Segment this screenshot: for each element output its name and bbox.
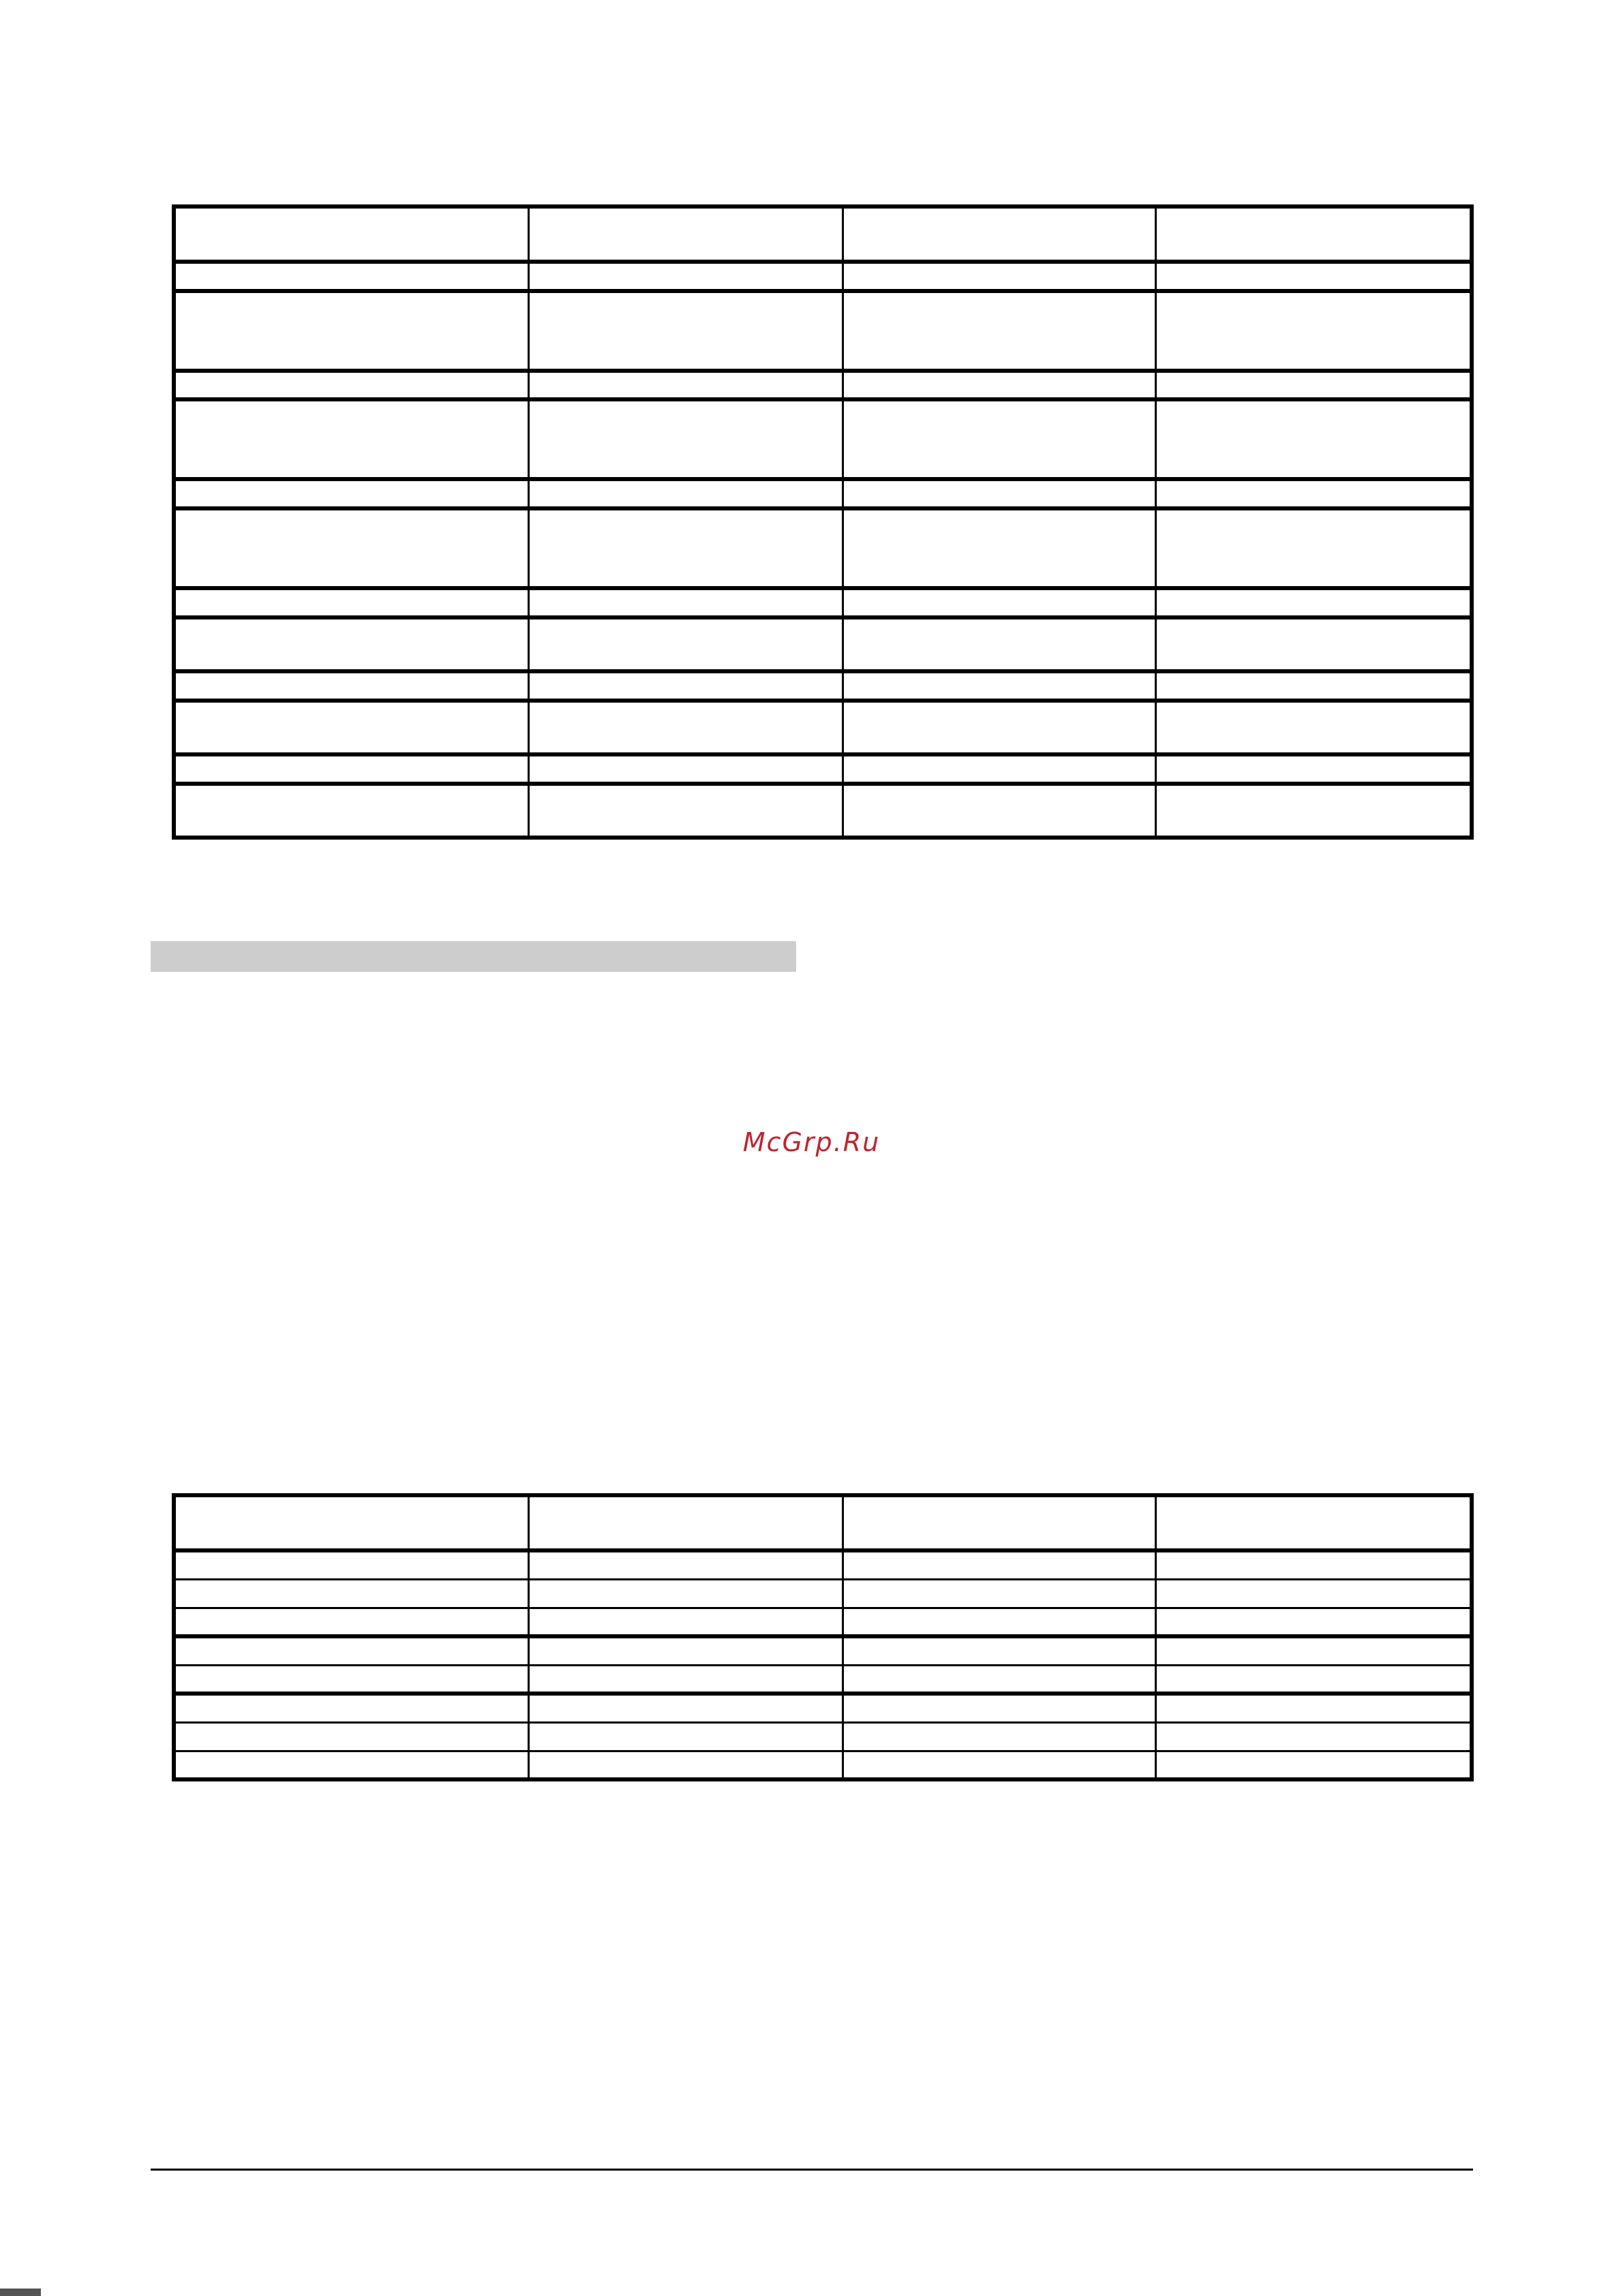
table-cell: [174, 1579, 528, 1608]
table-row: [174, 701, 1472, 754]
table-cell: [843, 508, 1155, 588]
table-header-row: [174, 206, 1472, 262]
page-corner-mark: [0, 2289, 41, 2296]
table-cell: [843, 399, 1155, 479]
table-cell: [1155, 588, 1472, 617]
table-cell: [843, 262, 1155, 291]
table-cell: [528, 1608, 843, 1636]
table-cell: [1155, 1722, 1472, 1751]
table-cell: [528, 1550, 843, 1579]
table-cell: [528, 291, 843, 371]
table-row: [174, 1636, 1472, 1665]
section-heading-bar: [151, 941, 796, 972]
table-cell: [843, 479, 1155, 508]
watermark-text: McGrp.Ru: [742, 1127, 881, 1157]
table-cell: [1155, 671, 1472, 701]
table-cell: [528, 1722, 843, 1751]
table-cell: [174, 701, 528, 754]
table-cell: [528, 671, 843, 701]
table-cell: [528, 1694, 843, 1722]
table-cell: [1155, 206, 1472, 262]
table-row: [174, 784, 1472, 838]
table-cell: [843, 1665, 1155, 1694]
table-cell: [174, 1636, 528, 1665]
table-row: [174, 671, 1472, 701]
table-cell: [843, 1495, 1155, 1550]
table-row: [174, 479, 1472, 508]
footer-divider: [151, 2169, 1473, 2171]
table-cell: [528, 1495, 843, 1550]
table-cell: [174, 588, 528, 617]
table-cell: [528, 1665, 843, 1694]
table-row: [174, 1751, 1472, 1779]
table-cell: [528, 754, 843, 784]
table-cell: [843, 617, 1155, 671]
table-cell: [174, 784, 528, 838]
table-cell: [843, 1751, 1155, 1779]
table-cell: [174, 508, 528, 588]
table-cell: [174, 399, 528, 479]
table-cell: [1155, 784, 1472, 838]
table-cell: [174, 371, 528, 399]
table-cell: [528, 1636, 843, 1665]
table-cell: [528, 784, 843, 838]
table-cell: [1155, 701, 1472, 754]
table-row: [174, 508, 1472, 588]
table-cell: [1155, 508, 1472, 588]
table-cell: [1155, 262, 1472, 291]
table-cell: [528, 617, 843, 671]
table-cell: [528, 701, 843, 754]
table-cell: [1155, 1608, 1472, 1636]
table-cell: [843, 1579, 1155, 1608]
table-header-row: [174, 1495, 1472, 1550]
table-row: [174, 371, 1472, 399]
table-cell: [174, 1751, 528, 1779]
table-cell: [528, 1579, 843, 1608]
table-cell: [174, 671, 528, 701]
table-cell: [1155, 1495, 1472, 1550]
table-cell: [843, 371, 1155, 399]
table-cell: [1155, 1579, 1472, 1608]
table-cell: [528, 371, 843, 399]
table-cell: [843, 291, 1155, 371]
table-cell: [528, 508, 843, 588]
table-cell: [1155, 1665, 1472, 1694]
table-row: [174, 1665, 1472, 1694]
table-row: [174, 291, 1472, 371]
table-cell: [1155, 1550, 1472, 1579]
table-cell: [528, 1751, 843, 1779]
table-cell: [1155, 399, 1472, 479]
table-cell: [843, 588, 1155, 617]
table-cell: [1155, 291, 1472, 371]
table-cell: [528, 588, 843, 617]
table-cell: [174, 206, 528, 262]
table-cell: [174, 1665, 528, 1694]
table-row: [174, 1694, 1472, 1722]
table-cell: [174, 1550, 528, 1579]
table-cell: [528, 206, 843, 262]
table-cell: [1155, 617, 1472, 671]
table-cell: [174, 1608, 528, 1636]
table-cell: [174, 617, 528, 671]
table-cell: [528, 262, 843, 291]
table-cell: [174, 754, 528, 784]
table-cell: [528, 399, 843, 479]
table-row: [174, 754, 1472, 784]
table-cell: [843, 671, 1155, 701]
table-cell: [843, 754, 1155, 784]
table-row: [174, 1722, 1472, 1751]
table-cell: [1155, 754, 1472, 784]
table-cell: [843, 1550, 1155, 1579]
table-cell: [843, 701, 1155, 754]
table-cell: [174, 1495, 528, 1550]
table-cell: [174, 262, 528, 291]
table-cell: [174, 1694, 528, 1722]
table-cell: [1155, 1751, 1472, 1779]
table-cell: [843, 1722, 1155, 1751]
table-cell: [174, 1722, 528, 1751]
table-row: [174, 617, 1472, 671]
data-table-top: [172, 204, 1474, 840]
table-row: [174, 262, 1472, 291]
table-cell: [1155, 1636, 1472, 1665]
table-row: [174, 399, 1472, 479]
table-cell: [843, 784, 1155, 838]
table-cell: [1155, 371, 1472, 399]
table-row: [174, 1608, 1472, 1636]
table-cell: [174, 479, 528, 508]
table-cell: [1155, 479, 1472, 508]
table-cell: [843, 1694, 1155, 1722]
data-table-bottom: [172, 1493, 1474, 1781]
table-cell: [174, 291, 528, 371]
table-row: [174, 1550, 1472, 1579]
table-cell: [843, 1636, 1155, 1665]
table-cell: [843, 206, 1155, 262]
table-row: [174, 588, 1472, 617]
table-row: [174, 1579, 1472, 1608]
table-cell: [843, 1608, 1155, 1636]
table-cell: [528, 479, 843, 508]
table-cell: [1155, 1694, 1472, 1722]
